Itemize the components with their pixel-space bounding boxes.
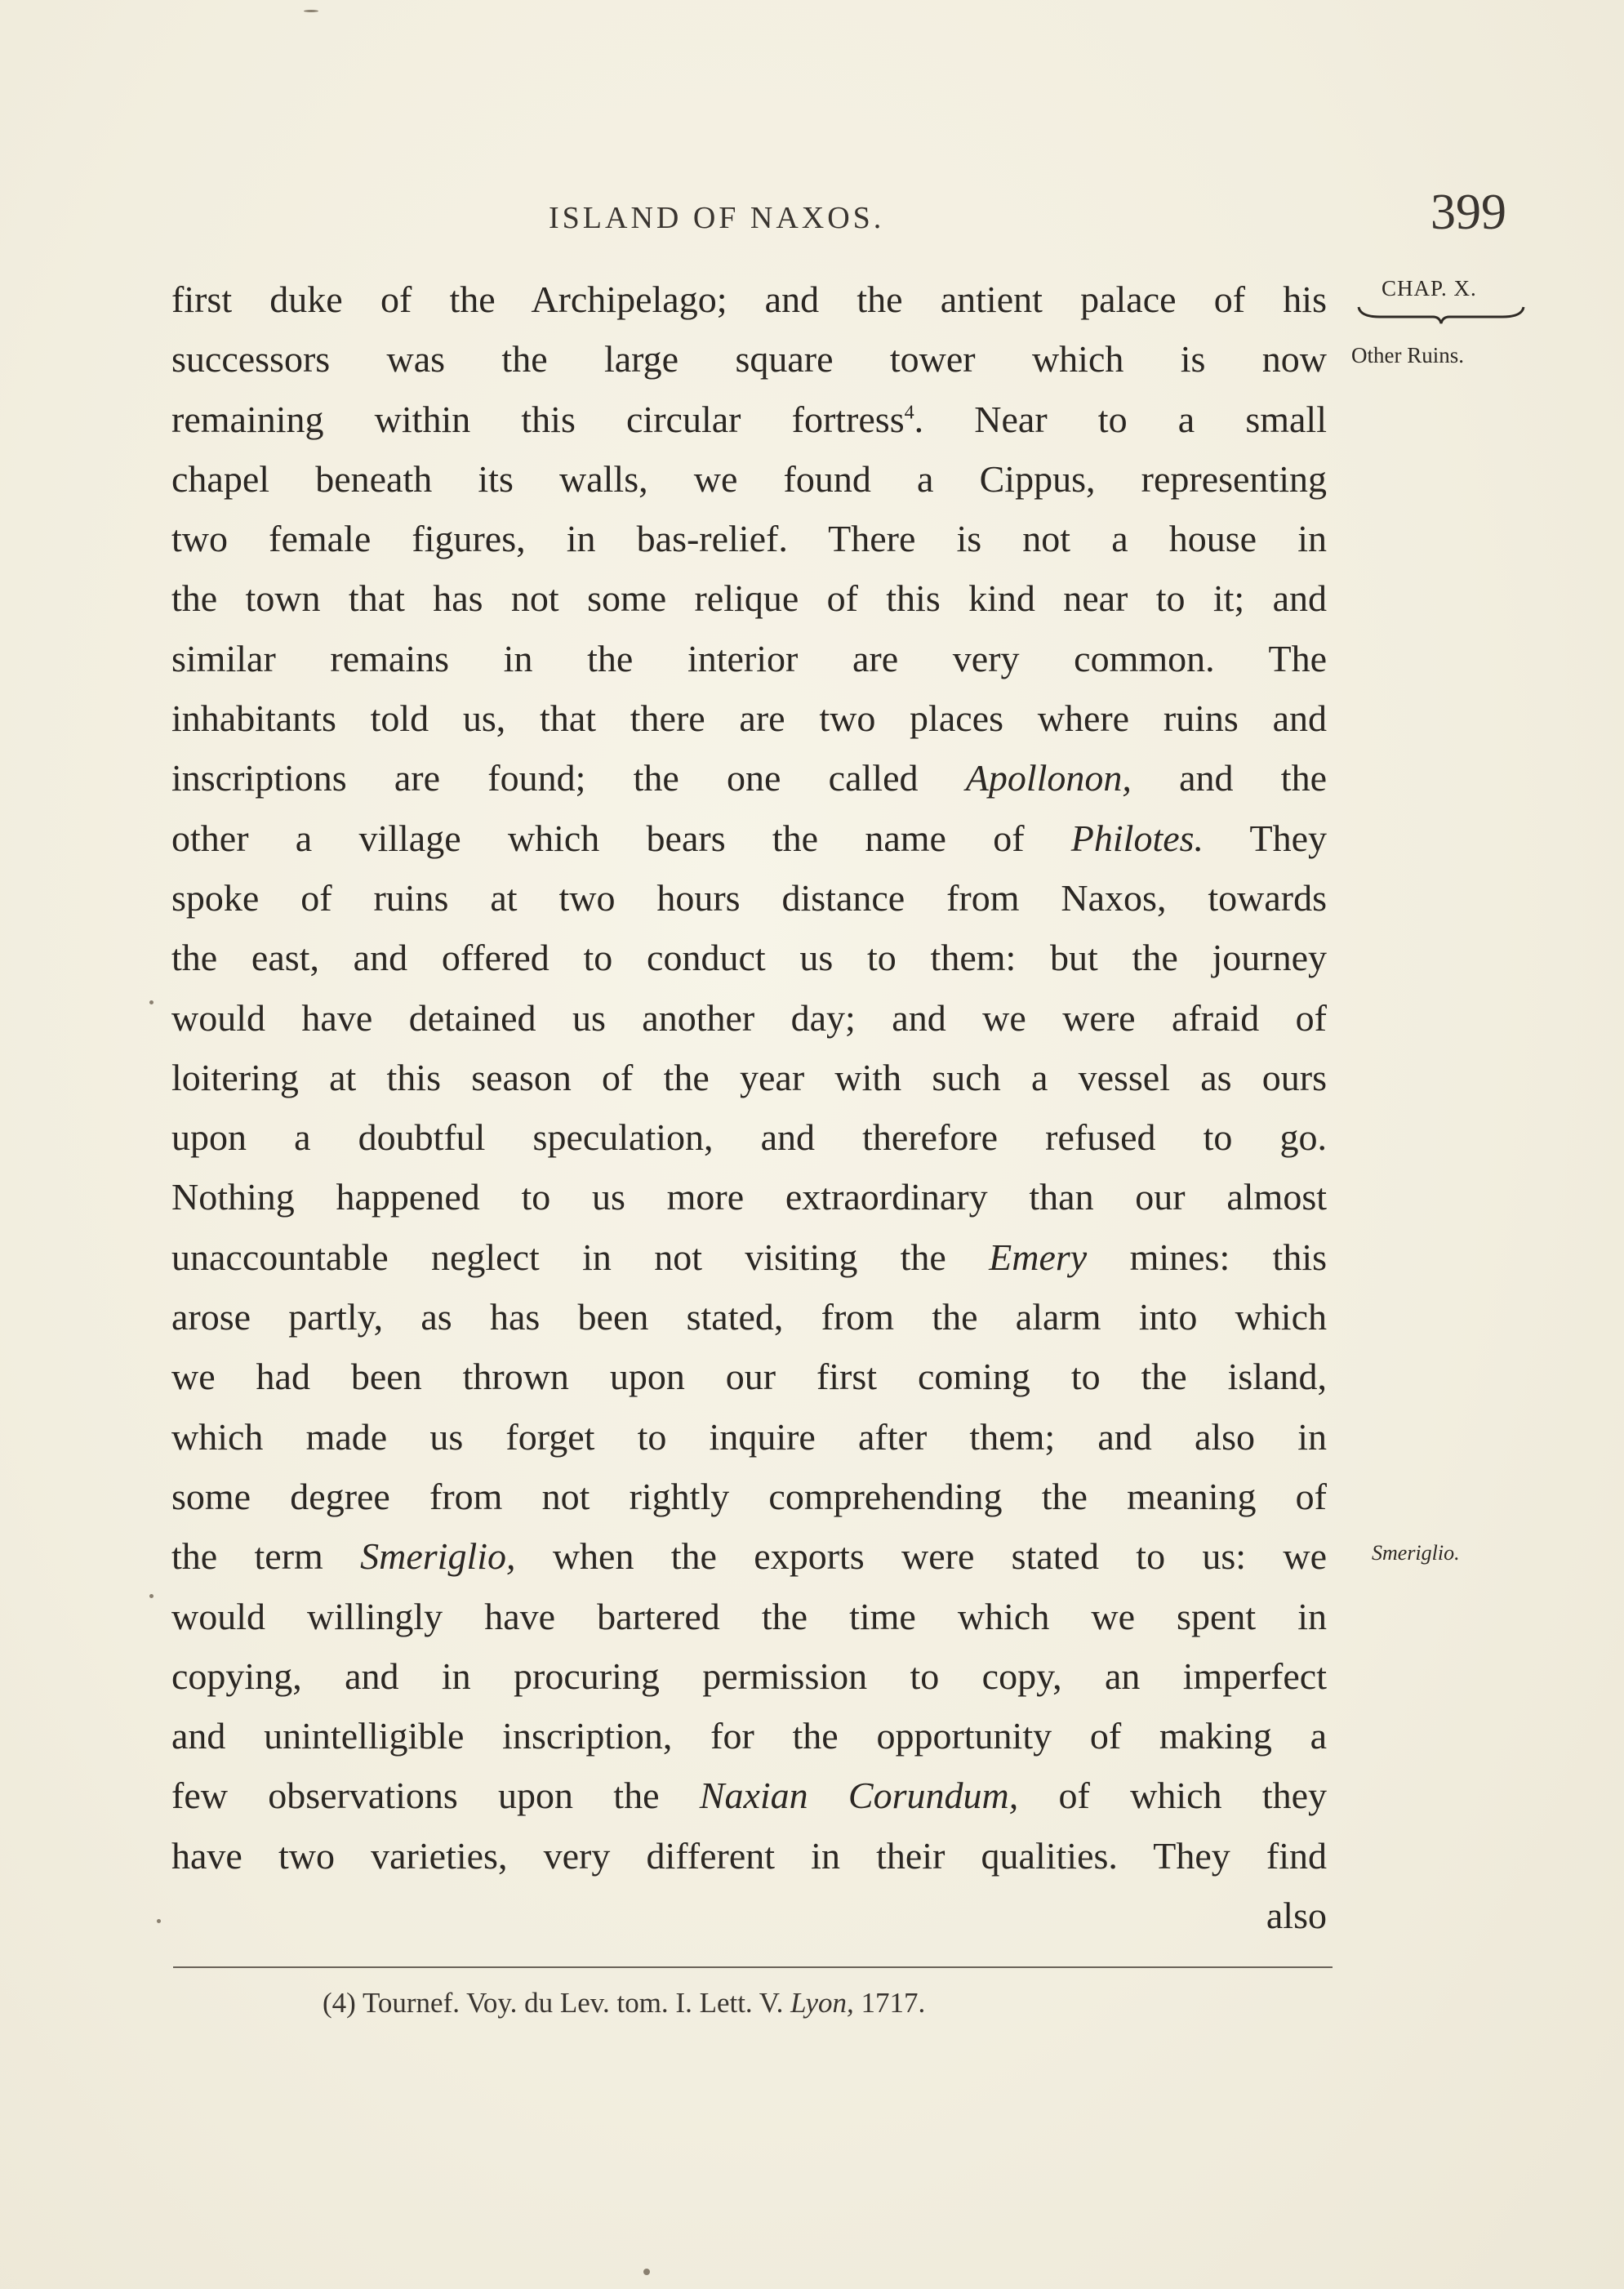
paper-speck: [157, 1919, 161, 1923]
text-line: would have detained us another day; and we were afraid of: [171, 996, 1327, 1039]
footnote-marker: (4): [323, 1987, 356, 2019]
text-line: copying, and in procuring permission to copy, an imperfect: [171, 1654, 1327, 1697]
footnote: [323, 1987, 925, 2020]
running-head: ISLAND OF NAXOS.: [549, 201, 885, 235]
text-line: chapel beneath its walls, we found a Cippus, representing: [171, 457, 1327, 500]
text-line: two female figures, in bas-relief. There is not a house in: [171, 518, 1327, 560]
chapter-label: CHAP. X.: [1382, 276, 1477, 301]
text-line: the east, and offered to conduct us to them: but the journey: [171, 937, 1327, 979]
paper-speck: [149, 1594, 154, 1598]
text-line: few observations upon the Naxian Corundum, of which they: [171, 1775, 1327, 1817]
footnote-rule: [173, 1966, 1333, 1968]
paper-speck: [149, 1000, 154, 1004]
body-text: [171, 269, 1327, 1945]
text-line: spoke of ruins at two hours distance from Naxos, towards: [171, 876, 1327, 919]
text-line: successors was the large square tower which is now: [171, 338, 1327, 381]
footnote-text: Tournef. Voy. du Lev. tom. I. Lett. V.: [362, 1987, 784, 2019]
text-line: inscriptions are found; the one called Apollonon, and the: [171, 757, 1327, 799]
paper-speck: [304, 10, 318, 12]
text-line: remaining within this circular fortress$^4$. Near to a small: [171, 398, 1327, 440]
text-line: loitering at this season of the year with such a vessel as ours: [171, 1056, 1327, 1098]
catchword: also: [1266, 1895, 1327, 1937]
text-line: arose partly, as has been stated, from the alarm into which: [171, 1296, 1327, 1338]
page-number: 399: [1430, 185, 1506, 240]
text-line: which made us forget to inquire after them; and also in: [171, 1415, 1327, 1458]
text-line: unaccountable neglect in not visiting the Emery mines: this: [171, 1236, 1327, 1278]
text-line: we had been thrown upon our first coming to the island,: [171, 1356, 1327, 1398]
margin-note-smeriglio: Smeriglio.: [1372, 1541, 1460, 1565]
text-line: some degree from not rightly comprehending the meaning of: [171, 1475, 1327, 1517]
text-line: inhabitants told us, that there are two places where ruins and: [171, 697, 1327, 740]
paper-speck: [643, 2269, 650, 2275]
text-line: and unintelligible inscription, for the opportunity of making a: [171, 1715, 1327, 1757]
footnote-year: 1717.: [861, 1987, 926, 2019]
margin-note-other-ruins: Other Ruins.: [1351, 343, 1464, 367]
text-line: similar remains in the interior are very common. The: [171, 637, 1327, 679]
page-header: [0, 184, 1624, 249]
chapter-brace-icon: [1355, 302, 1527, 327]
text-line: would willingly have bartered the time which we spent in: [171, 1595, 1327, 1637]
text-line: first duke of the Archipelago; and the antient palace of his: [171, 278, 1327, 320]
text-line: upon a doubtful speculation, and therefore refused to go.: [171, 1116, 1327, 1159]
text-line: Nothing happened to us more extraordinary than our almost: [171, 1176, 1327, 1218]
footnote-reference: 4: [904, 402, 914, 424]
text-line: the term Smeriglio, when the exports were stated to us: we: [171, 1535, 1327, 1578]
footnote-place: Lyon,: [790, 1987, 854, 2019]
text-line: have two varieties, very different in their qualities. They find: [171, 1834, 1327, 1877]
text-line: other a village which bears the name of Philotes. They: [171, 817, 1327, 859]
text-line: the town that has not some relique of this kind near to it; and: [171, 577, 1327, 620]
